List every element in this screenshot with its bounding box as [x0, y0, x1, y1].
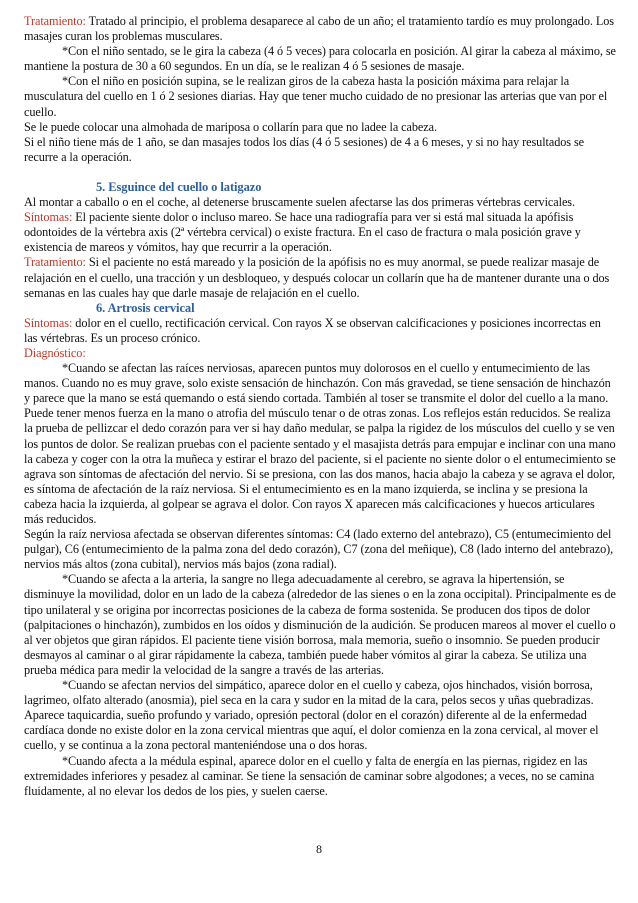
section-heading-esguince: 5. Esguince del cuello o latigazo [96, 179, 262, 194]
paragraph-medula: *Cuando afecta a la médula espinal, aparece dolor en el cuello y falta de energía en las piernas, rigidez en las extremidades inferiores y pesadez al caminar. Se tiene la sensación de caminar sobre algodones; a veces, no se camina fluidamente, al no elevar los dedos de los pies, y suelen caerse. [24, 753, 595, 798]
paragraph-almohada: Se le puede colocar una almohada de mariposa o collarín para que no ladee la cabeza. [24, 119, 437, 134]
label-tratamiento: Tratamiento: [24, 255, 86, 270]
page-number: 8 [316, 842, 322, 856]
paragraph-esguince-intro: Al montar a caballo o en el coche, al detenerse bruscamente suelen afectarse las dos primeras vértebras cervicales. [24, 195, 575, 210]
paragraph-text: El paciente siente dolor o incluso mareo. Se hace una radiografía para ver si está mal situada la apófisis odontoides de la vértebra axis (2ª vértebra cervical) o existe fractura. En el caso de fractura o mala posición grave y existencia de mareos y vómitos, hay que recurrir a la operación. [24, 210, 581, 255]
paragraph-segun-raiz: Según la raíz nerviosa afectada se observan diferentes síntomas: C4 (lado externo del antebrazo), C5 (entumecimiento del pulgar), C6 (entumecimiento de la palma zona del dedo corazón), C7 (zona del meñique), C8 (lado interno del antebrazo), nervios más altos (zona cubital), nervios más bajos (zona radial). [24, 527, 614, 572]
spacer [24, 165, 616, 180]
paragraph-mas-de-un-ano: Si el niño tiene más de 1 año, se dan masajes todos los días (4 ó 5 sesiones) de 4 a 6 meses, y si no hay resultados se recurre a la operación. [24, 134, 585, 164]
section-heading-artrosis: 6. Artrosis cervical [96, 300, 195, 315]
paragraph-simpatico: *Cuando se afectan nervios del simpático, aparece dolor en el cuello y cabeza, ojos hinchados, visión borrosa, lagrimeo, olfato alterado (anosmia), piel seca en la cara y sudor en la mitad de la cara, pelos secos y uñas quebradizas. Aparece taquicardia, sueño profundo y variado, opresión pectoral (dolor en el corazón) diferente al de la enfermedad cardíaca donde no existe dolor en la zona cervical mientras que aquí, el dolor comienza en la zona cervical, al mover el cuello, y se continua a la zona pectoral manteniéndose una o dos horas. [24, 678, 599, 753]
label-sintomas: Síntomas: [24, 210, 73, 225]
paragraph-arteria: *Cuando se afecta a la arteria, la sangre no llega adecuadamente al cerebro, se agrava la hipertensión, se disminuye la movilidad, dolor en un lado de la cabeza (alrededor de las sienes o en la zona occipital). Principalmente es de tipo unilateral y se origina por incorrectas posiciones de la cabeza de forma sostenida. Se producen dos tipos de dolor (palpitaciones o hinchazón), zumbidos en los oídos y disminución de la audición. Se producen mareos al mover el cuello o al ver objetos que giran rápidos. El paciente tiene visión borrosa, mala memoria, sueño o insomnio. Se pueden producir desmayos al caminar o al girar rápidamente la cabeza, también puede haber vómitos al girar la cabeza. Se utiliza una prueba médica para medir la velocidad de la sangre a través de las arterias. [24, 572, 616, 677]
paragraph-sintomas-artrosis [24, 316, 616, 346]
paragraph-raices-nerviosas: *Cuando se afectan las raíces nerviosas, aparecen puntos muy dolorosos en el cuello y entumecimiento de las manos. Cuando no es muy grave, solo existe sensación de hinchazón. Con más gravedad, se tiene sensación de hinchazón y parece que la mano se está quemando o está siendo cortada. También al toser se transmite el dolor del cuello a la mano. Puede tener menos fuerza en la mano o atrofia del músculo tenar o de otras zonas. Los reflejos están reducidos. Se realiza la prueba de pellizcar el dedo corazón para ver si hay daño medular, se palpa la rigidez de los músculos del cuello y se ven los puntos de dolor. Se realizan pruebas con el paciente sentado y el masajista detrás para empujar e inclinar con una mano la cabeza y coger con la otra la muñeca y estirar el brazo del paciente, si el paciente no siente dolor o el entumecimiento se agrava son síntomas de afectación del nervio. Si se presiona, con las dos manos, hacia abajo la cabeza y se agrava el dolor, es síntoma de afectación de la raíz nerviosa. Si el entumecimiento es en la mano izquierda, se inclina y se presiona la cabeza hacia la izquierda, al golpear se agrava el dolor. Con rayos X aparecen más calcificaciones y huecos articulares más reducidos. [24, 361, 616, 526]
paragraph-nino-supina: *Con el niño en posición supina, se le realizan giros de la cabeza hasta la posición máxima para relajar la musculatura del cuello en 1 ó 2 sesiones diarias. Hay que tener mucho cuidado de no presionar las arterias que van por el cuello. [24, 74, 608, 119]
document-page [24, 14, 616, 799]
paragraph-sintomas-esguince [24, 210, 616, 255]
paragraph-diagnostico [24, 346, 616, 361]
paragraph-text: dolor en el cuello, rectificación cervical. Con rayos X se observan calcificaciones y posiciones incorrectas en las vértebras. Es un proceso crónico. [24, 315, 601, 345]
label-sintomas: Síntomas: [24, 315, 73, 330]
paragraph-text: Tratado al principio, el problema desaparece al cabo de un año; el tratamiento tardío es muy prolongado. Los masajes curan los problemas musculares. [24, 14, 614, 44]
label-diagnostico: Diagnóstico: [24, 345, 86, 360]
paragraph-tratamiento-esguince [24, 255, 616, 300]
label-tratamiento: Tratamiento: [24, 14, 86, 28]
paragraph-text: Si el paciente no está mareado y la posición de la apófisis no es muy anormal, se puede realizar masaje de relajación en el cuello, una tracción y un desbloqueo, y después colocar un collarín que ha de mantener durante una o dos semanas en las cuales hay que darle masaje de relajación en el cuello. [24, 255, 610, 300]
paragraph-tratamiento-1 [24, 14, 616, 44]
paragraph-nino-sentado: *Con el niño sentado, se le gira la cabeza (4 ó 5 veces) para colocarla en posición. Al girar la cabeza al máximo, se mantiene la postura de 30 a 60 segundos. En un día, se le realizan 4 ó 5 sesiones de masaje. [24, 44, 616, 74]
